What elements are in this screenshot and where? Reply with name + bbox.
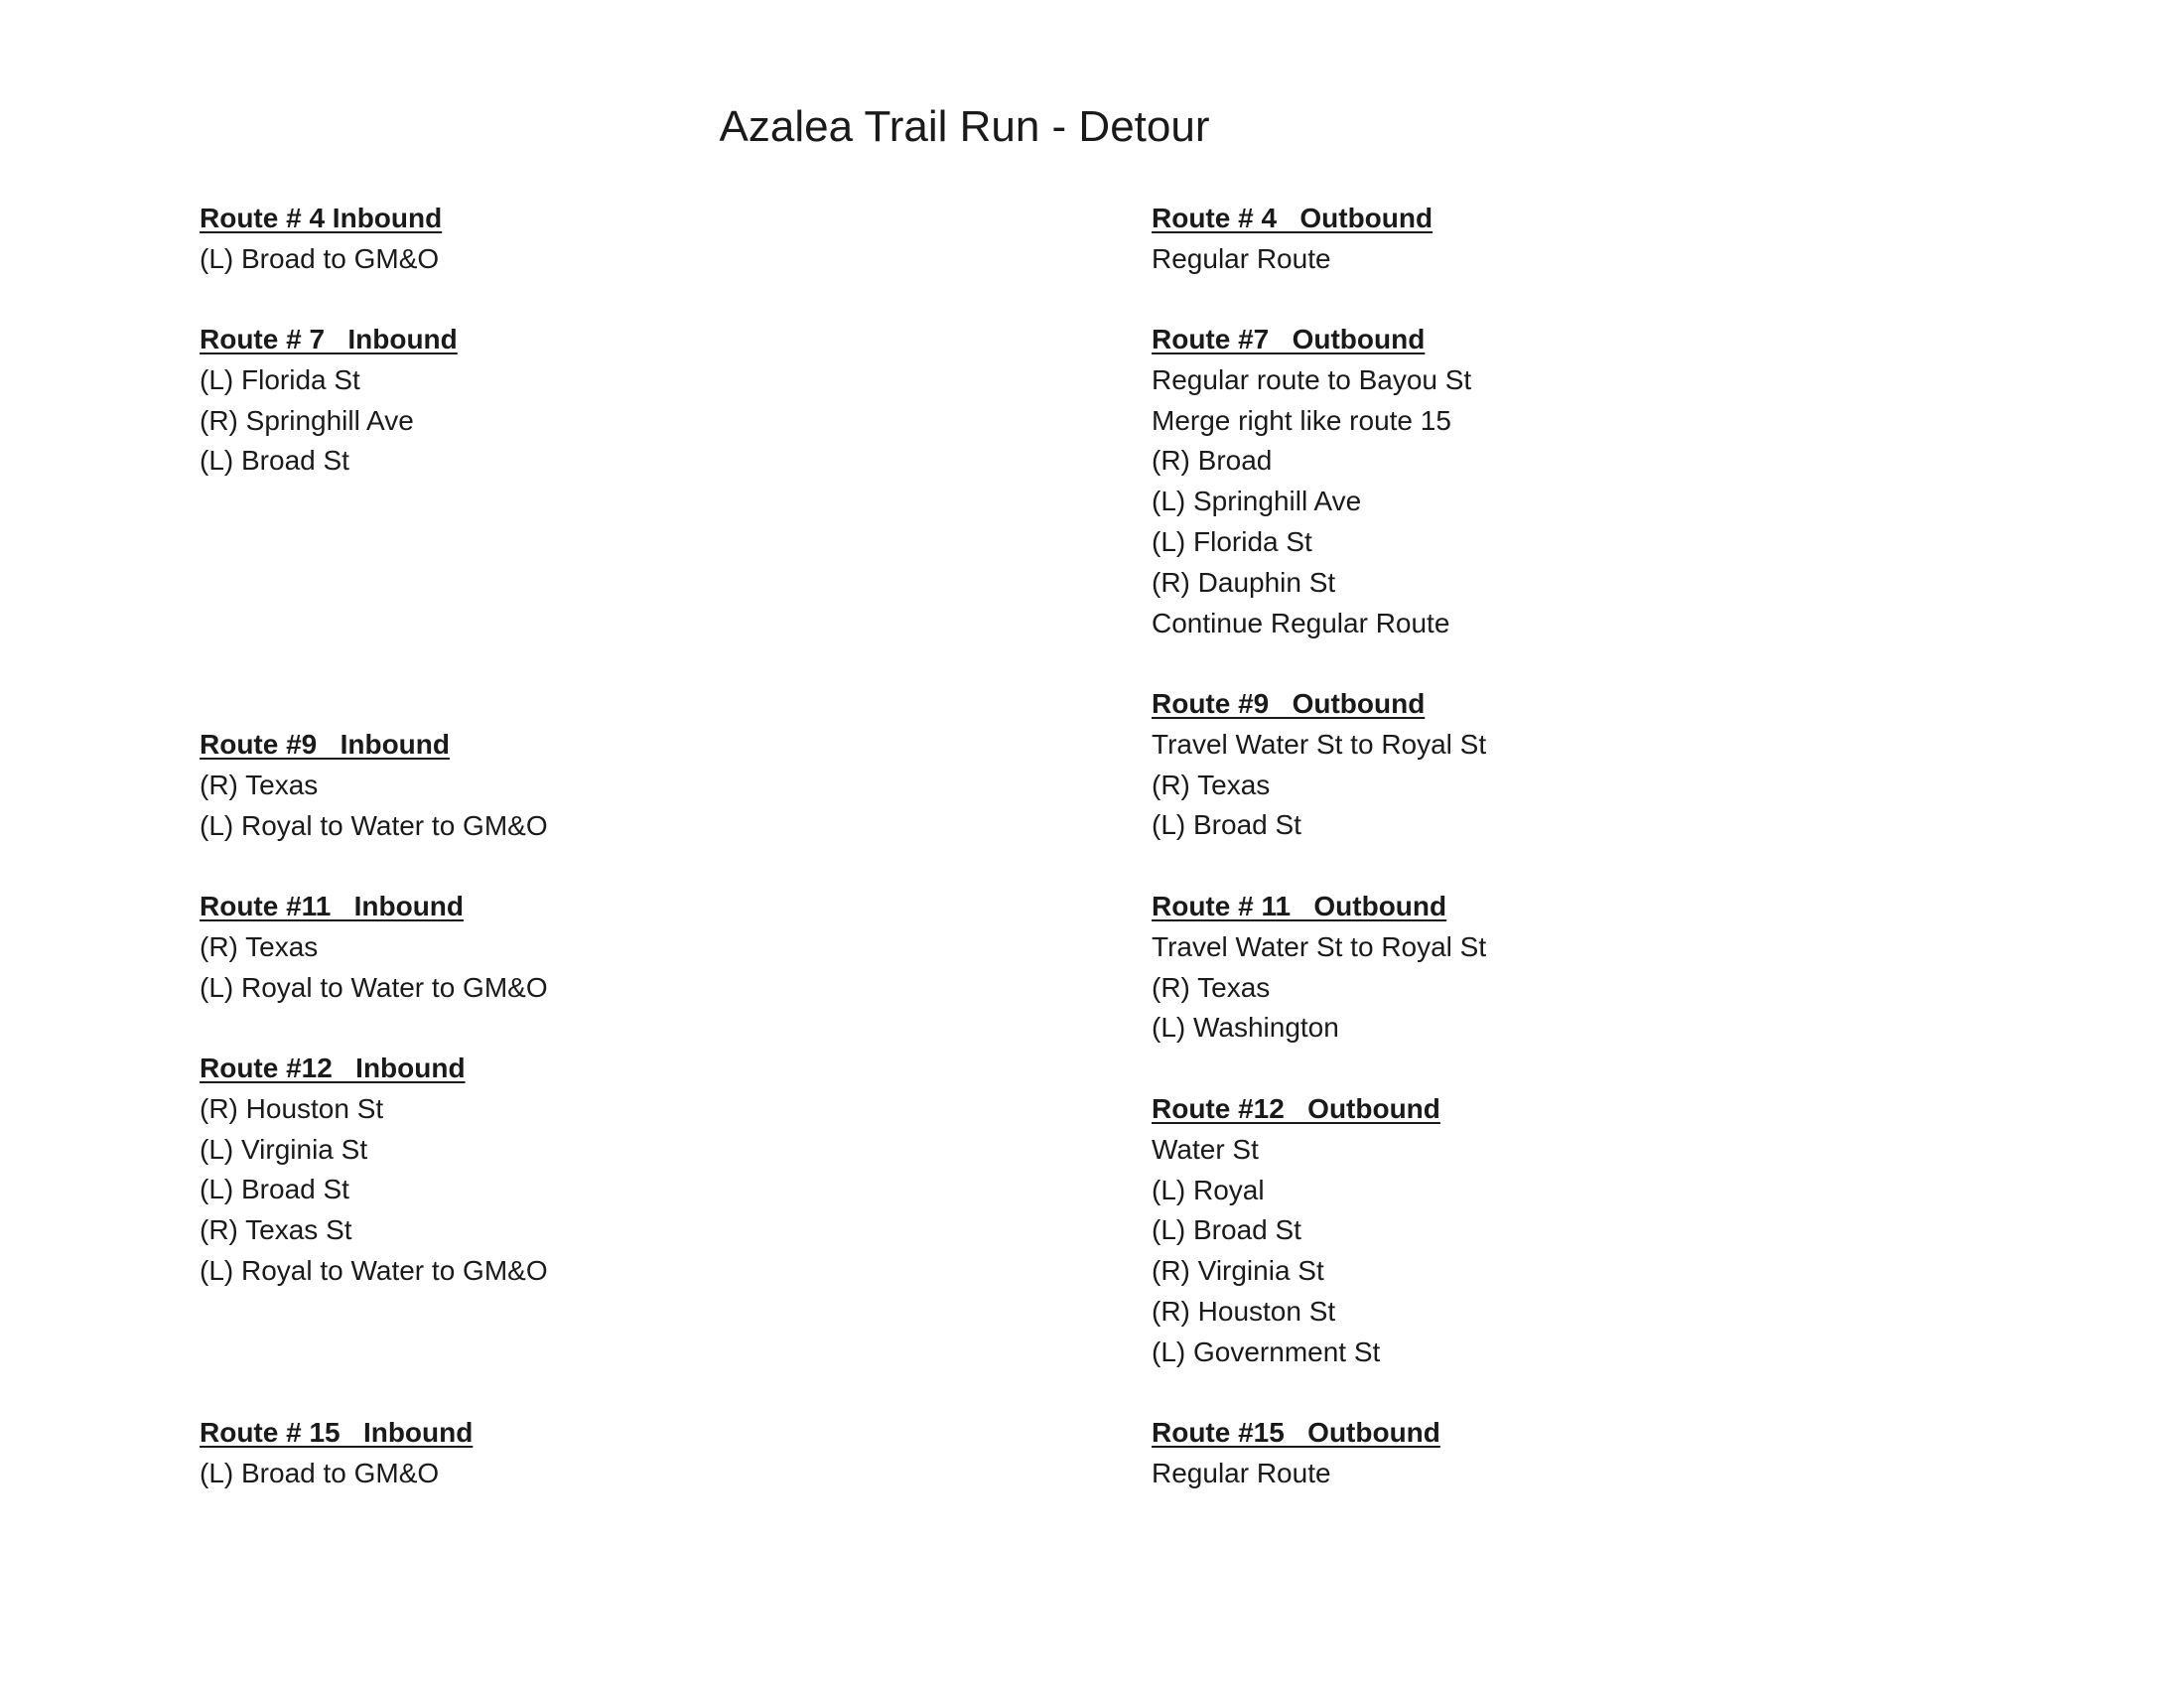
page-title: Azalea Trail Run - Detour <box>719 102 1210 151</box>
route-direction: Water St <box>1152 1133 1259 1165</box>
route-direction: (R) Texas <box>200 930 319 962</box>
route-directions-list <box>200 766 954 847</box>
route-direction: (L) Broad St <box>1152 1214 1301 1246</box>
route-direction: (L) Broad St <box>200 1174 349 1205</box>
route-heading: Route #12 Inbound <box>200 1053 466 1083</box>
route-15-inbound-section <box>200 1413 954 1494</box>
route-directions-list <box>1152 1454 1906 1494</box>
route-direction: Merge right like route 15 <box>1152 404 1451 436</box>
route-heading: Route # 4 Inbound <box>200 203 443 233</box>
route-heading: Route #12 Outbound <box>1152 1093 1440 1124</box>
route-direction: (R) Virginia St <box>1152 1255 1324 1287</box>
route-heading: Route #11 Inbound <box>200 891 465 921</box>
route-direction: (L) Virginia St <box>200 1133 368 1165</box>
route-9-outbound-section <box>1152 684 1906 846</box>
route-directions-list <box>1152 1130 1906 1373</box>
route-direction: (L) Springhill Ave <box>1152 486 1362 517</box>
route-12-outbound-section <box>1152 1089 1906 1373</box>
route-direction: (L) Broad to GM&O <box>200 1457 440 1488</box>
route-directions-list <box>200 1454 954 1494</box>
route-direction: (R) Texas <box>200 769 319 800</box>
route-direction: (L) Government St <box>1152 1336 1381 1367</box>
route-4-inbound-section <box>200 199 954 280</box>
route-directions-list <box>1152 725 1906 846</box>
route-directions-list <box>200 360 954 482</box>
route-heading: Route #9 Inbound <box>200 729 450 760</box>
route-direction: (L) Florida St <box>200 363 360 395</box>
route-heading: Route # 4 Outbound <box>1152 203 1433 233</box>
route-direction: (R) Springhill Ave <box>200 404 414 436</box>
route-direction: (R) Texas <box>1152 769 1271 800</box>
route-direction: (L) Broad St <box>200 445 349 477</box>
route-7-inbound-section <box>200 320 954 482</box>
route-direction: (L) Florida St <box>1152 525 1312 557</box>
route-direction: Continue Regular Route <box>1152 607 1450 638</box>
route-direction: Travel Water St to Royal St <box>1152 728 1487 760</box>
route-direction: Regular Route <box>1152 1457 1331 1488</box>
route-direction: (L) Royal to Water to GM&O <box>200 971 548 1003</box>
route-heading: Route #9 Outbound <box>1152 688 1426 719</box>
route-direction: Regular route to Bayou St <box>1152 363 1472 395</box>
route-11-inbound-section <box>200 887 954 1008</box>
route-directions-list <box>1152 360 1906 644</box>
route-7-outbound-section <box>1152 320 1906 643</box>
route-4-outbound-section <box>1152 199 1906 280</box>
route-direction: (L) Royal to Water to GM&O <box>200 1254 548 1286</box>
route-directions-list <box>1152 239 1906 280</box>
route-direction: (L) Broad to GM&O <box>200 242 440 274</box>
route-heading: Route # 15 Inbound <box>200 1417 474 1448</box>
route-direction: (R) Texas <box>1152 971 1271 1003</box>
route-direction: (L) Royal <box>1152 1174 1265 1205</box>
route-direction: (R) Texas St <box>200 1214 352 1246</box>
route-directions-list <box>200 239 954 280</box>
route-12-inbound-section <box>200 1049 954 1292</box>
route-9-inbound-section <box>200 725 954 846</box>
route-direction: (R) Houston St <box>200 1092 384 1124</box>
route-directions-list <box>200 1089 954 1292</box>
route-direction: (L) Broad St <box>1152 809 1301 841</box>
route-heading: Route # 11 Outbound <box>1152 891 1447 921</box>
route-direction: Regular Route <box>1152 242 1331 274</box>
route-directions-list <box>1152 927 1906 1049</box>
route-direction: Travel Water St to Royal St <box>1152 930 1487 962</box>
route-direction: (L) Royal to Water to GM&O <box>200 809 548 841</box>
route-heading: Route #7 Outbound <box>1152 324 1426 354</box>
route-11-outbound-section <box>1152 887 1906 1049</box>
route-direction: (R) Dauphin St <box>1152 566 1336 598</box>
route-direction: (R) Houston St <box>1152 1295 1336 1327</box>
route-direction: (L) Washington <box>1152 1012 1339 1044</box>
route-heading: Route #15 Outbound <box>1152 1417 1440 1448</box>
route-directions-list <box>200 927 954 1009</box>
route-heading: Route # 7 Inbound <box>200 324 458 354</box>
route-15-outbound-section <box>1152 1413 1906 1494</box>
route-direction: (R) Broad <box>1152 445 1273 477</box>
